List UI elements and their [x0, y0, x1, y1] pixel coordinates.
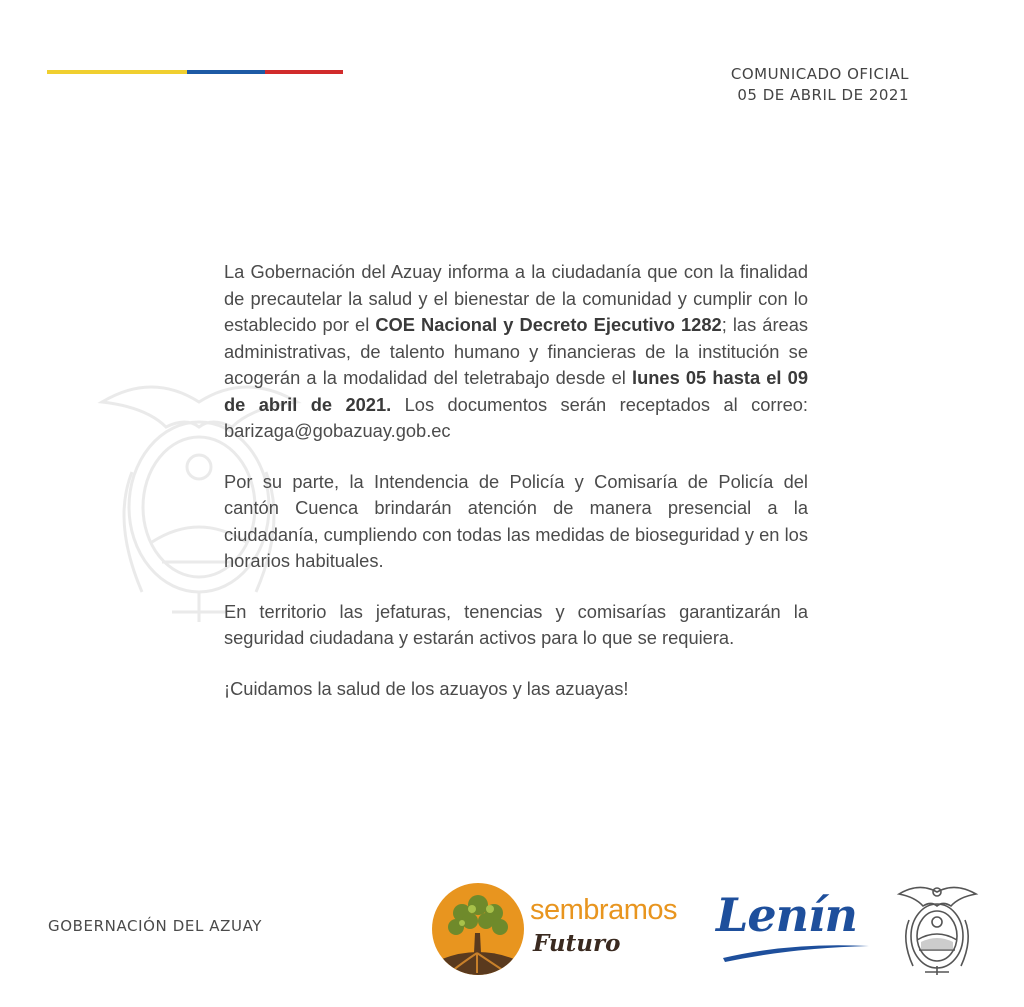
paragraph-1: La Gobernación del Azuay informa a la ciudadanía que con la finalidad de precautelar la salud y el bienestar de la comunidad y cumplir con lo establecido por el COE Nacional y Decreto Ejecutivo 1282; las áreas administrativas, de talento humano y financieras de la institución se acogerán a la modalidad del teletrabajo desde el lunes 05 hasta el 09 de abril de 2021. Los documentos serán receptados al correo: barizaga@gobazuay.gob.ec [224, 261, 809, 441]
lenin-logo [716, 888, 876, 968]
paragraph-2: Por su parte, la Intendencia de Policía y Comisaría de Policía del cantón Cuenca brindarán atención de manera presencial a la ciudadanía, cumpliendo con todas las medidas de bioseguridad y en los horarios habituales. [224, 470, 808, 571]
tree-icon [432, 883, 524, 975]
communique-body [224, 259, 808, 726]
lenin-wordmark: Lenín [716, 888, 857, 942]
flag-blue-stripe [187, 70, 265, 74]
sembramos-wordmark: sembramos [530, 894, 677, 926]
ecuador-coat-of-arms-icon [895, 880, 980, 975]
footer-institution-name: GOBERNACIÓN DEL AZUAY [48, 917, 263, 935]
swoosh-icon [721, 940, 871, 962]
sembramos-futuro-logo [432, 880, 697, 980]
flag-color-bar [47, 70, 343, 74]
futuro-wordmark: Futuro [533, 930, 621, 957]
tree-circle [432, 883, 524, 975]
paragraph-3: En territorio las jefaturas, tenencias y comisarías garantizarán la seguridad ciudadana y estarán activos para lo que se requiera. [224, 600, 808, 648]
document-date: 05 DE ABRIL DE 2021 [737, 86, 909, 104]
closing-line: ¡Cuidamos la salud de los azuayos y las azuayas! [224, 677, 629, 699]
flag-red-stripe [265, 70, 343, 74]
header-block [731, 64, 909, 106]
flag-yellow-stripe [47, 70, 187, 74]
document-title: COMUNICADO OFICIAL [730, 65, 909, 83]
